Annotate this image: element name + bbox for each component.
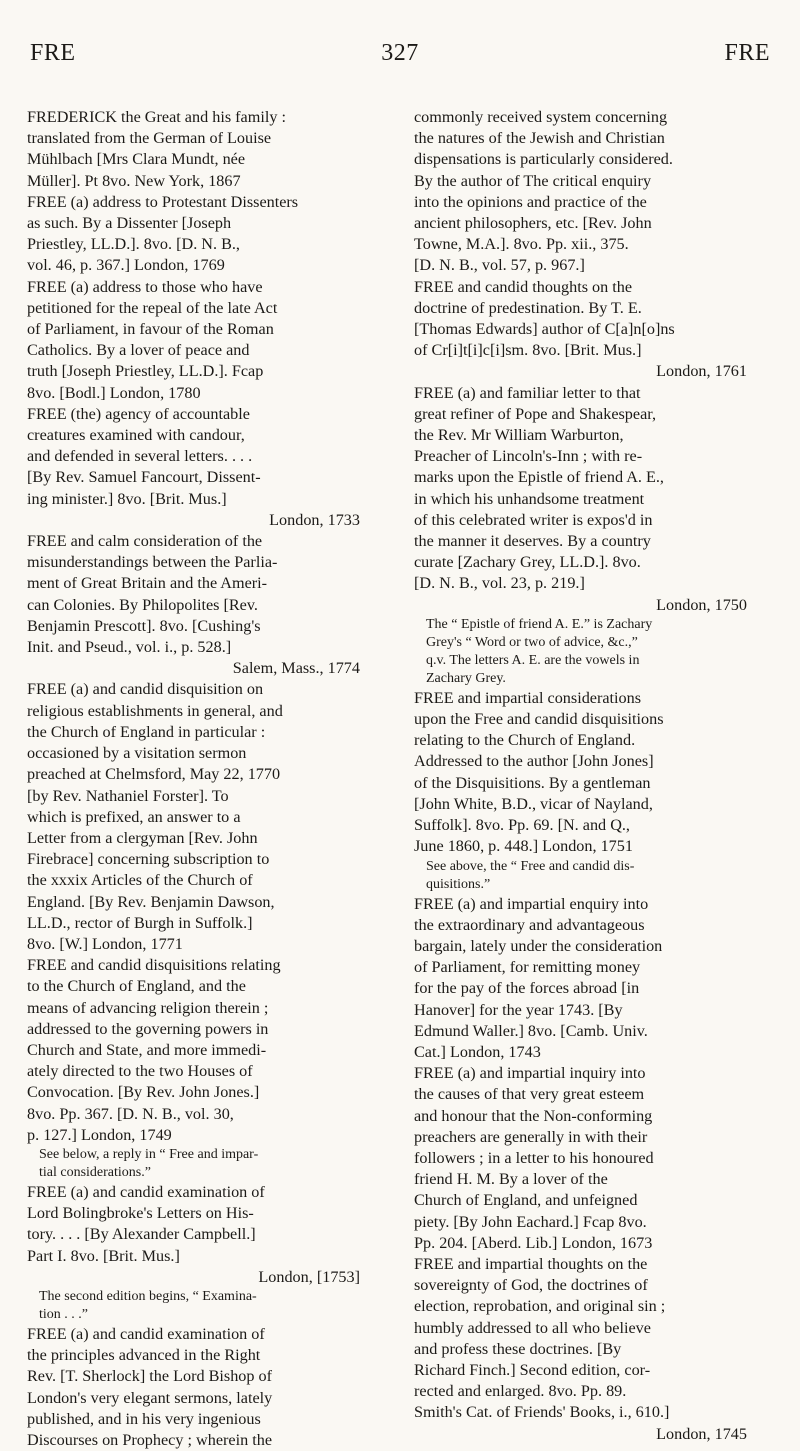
text-line: Catholics. By a lover of peace and [27, 341, 250, 360]
text-line: Addressed to the author [John Jones] [414, 752, 654, 771]
text-line: Richard Finch.] Second edition, cor- [414, 1360, 651, 1379]
text-line: tion . . .” [39, 1306, 88, 1322]
text-line: Priestley, LL.D.]. 8vo. [D. N. B., [27, 235, 240, 254]
text-line: FREE (a) and impartial enquiry into [414, 894, 649, 913]
text-line: the Rev. Mr William Warburton, [414, 426, 624, 445]
text-line: as such. By a Dissenter [Joseph [27, 214, 232, 233]
text-line: marks upon the Epistle of friend A. E., [414, 468, 664, 487]
text-line: can Colonies. By Philopolites [Rev. [27, 595, 258, 614]
text-line: of Parliament, for remitting money [414, 958, 641, 977]
text-line: the manner it deserves. By a country [414, 532, 651, 551]
text-line: Cat.] London, 1743 [414, 1042, 541, 1061]
text-line: Convocation. [By Rev. John Jones.] [27, 1083, 260, 1102]
text-line: London, 1745 [656, 1424, 747, 1443]
text-line: relating to the Church of England. [414, 731, 636, 750]
bibliographic-entry [414, 107, 747, 277]
text-line: Müller]. Pt 8vo. New York, 1867 [27, 171, 241, 190]
text-line: Smith's Cat. of Friends' Books, i., 610.] [414, 1403, 670, 1422]
text-line: London, [1753] [258, 1267, 360, 1286]
text-line: FREE (the) agency of accountable [27, 404, 250, 423]
text-line: Edmund Waller.] 8vo. [Camb. Univ. [414, 1021, 648, 1040]
text-line: Zachary Grey. [426, 670, 506, 686]
text-line: into the opinions and practice of the [414, 192, 647, 211]
text-line: of the Disquisitions. By a gentleman [414, 773, 651, 792]
header-left: FRE [30, 40, 76, 66]
bibliographic-entry [414, 277, 747, 383]
text-line: FREE (a) address to Protestant Dissenters [27, 192, 299, 211]
text-line: FREE (a) address to those who have [27, 277, 263, 296]
text-line: in which his unhandsome treatment [414, 489, 645, 508]
bibliographic-entry [27, 277, 360, 404]
text-line: great refiner of Pope and Shakespear, [414, 404, 657, 423]
text-line: Pp. 204. [Aberd. Lib.] London, 1673 [414, 1233, 653, 1252]
text-line: FREE (a) and familiar letter to that [414, 383, 641, 402]
text-line: followers ; in a letter to his honoured [414, 1148, 654, 1167]
text-line: published, and in his very ingenious [27, 1409, 261, 1428]
bibliographic-entry [27, 192, 360, 277]
text-line: Church of England, and unfeigned [414, 1191, 638, 1210]
bibliographic-entry [27, 1182, 360, 1288]
text-line: London, 1761 [656, 362, 747, 381]
text-line: See above, the “ Free and candid dis- [426, 858, 635, 874]
text-line: See below, a reply in “ Free and impar- [39, 1146, 259, 1162]
text-line: FREE and impartial considerations [414, 688, 642, 707]
page-number: 327 [381, 40, 419, 66]
text-line: The second edition begins, “ Examina- [39, 1288, 257, 1304]
text-line: Grey's “ Word or two of advice, &c.,” [426, 634, 638, 650]
text-line: vol. 46, p. 367.] London, 1769 [27, 256, 225, 275]
text-line: London, 1733 [269, 510, 360, 529]
running-header [30, 40, 770, 80]
text-line: of Cr[i]t[i]c[i]sm. 8vo. [Brit. Mus.] [414, 341, 642, 360]
text-line: 8vo. Pp. 367. [D. N. B., vol. 30, [27, 1104, 234, 1123]
text-line: England. [By Rev. Benjamin Dawson, [27, 892, 275, 911]
bibliographic-note [414, 616, 747, 688]
text-line: and profess these doctrines. [By [414, 1339, 622, 1358]
text-line: ing minister.] 8vo. [Brit. Mus.] [27, 489, 227, 508]
text-line: preachers are generally in with their [414, 1127, 648, 1146]
text-line: Salem, Mass., 1774 [232, 659, 360, 678]
text-line: the principles advanced in the Right [27, 1346, 261, 1365]
text-line: Part I. 8vo. [Brit. Mus.] [27, 1246, 180, 1265]
text-line: [by Rev. Nathaniel Forster]. To [27, 786, 229, 805]
text-line: FREDERICK the Great and his family : [27, 108, 286, 126]
text-line: Mühlbach [Mrs Clara Mundt, née [27, 150, 246, 169]
bibliographic-entry [414, 383, 747, 616]
text-line: [D. N. B., vol. 57, p. 967.] [414, 256, 585, 275]
text-line: FREE (a) and candid examination of [27, 1324, 265, 1343]
text-line: preached at Chelmsford, May 22, 1770 [27, 765, 281, 784]
text-line: occasioned by a visitation sermon [27, 744, 247, 763]
text-line: bargain, lately under the consideration [414, 936, 663, 955]
text-line: dispensations is particularly considered. [414, 150, 673, 169]
text-line: Firebrace] concerning subscription to [27, 850, 270, 869]
bibliographic-entry [27, 107, 360, 192]
text-line: Init. and Pseud., vol. i., p. 528.] [27, 638, 232, 657]
text-line: quisitions.” [426, 876, 491, 892]
text-line: Letter from a clergyman [Rev. John [27, 828, 258, 847]
text-line: the natures of the Jewish and Christian [414, 129, 665, 148]
left-column [27, 107, 360, 1451]
text-line: Suffolk]. 8vo. Pp. 69. [N. and Q., [414, 816, 630, 835]
text-line: ment of Great Britain and the Ameri- [27, 574, 268, 593]
text-line: Rev. [T. Sherlock] the Lord Bishop of [27, 1367, 273, 1386]
bibliographic-entry [414, 1063, 747, 1254]
text-line: By the author of The critical enquiry [414, 171, 652, 190]
text-line: ately directed to the two Houses of [27, 1062, 253, 1081]
text-line: and defended in several letters. . . . [27, 447, 253, 466]
text-line: 8vo. [Bodl.] London, 1780 [27, 383, 201, 402]
text-line: to the Church of England, and the [27, 977, 246, 996]
text-line: Preacher of Lincoln's-Inn ; with re- [414, 447, 643, 466]
text-line: Lord Bolingbroke's Letters on His- [27, 1204, 254, 1223]
header-right: FRE [724, 40, 770, 66]
text-line: London, 1750 [656, 595, 747, 614]
text-line: election, reprobation, and original sin ; [414, 1297, 666, 1316]
text-line: [D. N. B., vol. 23, p. 219.] [414, 574, 585, 593]
text-line: of this celebrated writer is expos'd in [414, 510, 653, 529]
text-line: for the pay of the forces abroad [in [414, 979, 640, 998]
text-line: [By Rev. Samuel Fancourt, Dissent- [27, 468, 261, 487]
text-line: upon the Free and candid disquisitions [414, 710, 664, 729]
bibliographic-note [27, 1146, 360, 1182]
text-line: FREE (a) and candid disquisition on [27, 680, 264, 699]
bibliographic-entry [414, 688, 747, 858]
text-line: Church and State, and more immedi- [27, 1040, 267, 1059]
text-line: FREE (a) and impartial inquiry into [414, 1064, 646, 1083]
text-line: commonly received system concerning [414, 108, 668, 126]
text-line: and honour that the Non-conforming [414, 1106, 653, 1125]
text-line: Towne, M.A.]. 8vo. Pp. xii., 375. [414, 235, 629, 254]
text-line: FREE and calm consideration of the [27, 532, 263, 551]
text-line: The “ Epistle of friend A. E.” is Zachary [426, 616, 653, 632]
bibliographic-entry [27, 955, 360, 1146]
bibliographic-entry [414, 1254, 747, 1445]
text-line: tial considerations.” [39, 1164, 151, 1180]
text-line: FREE and candid thoughts on the [414, 277, 633, 296]
text-line: LL.D., rector of Burgh in Suffolk.] [27, 913, 253, 932]
bibliographic-entry [27, 404, 360, 531]
text-line: FREE (a) and candid examination of [27, 1182, 265, 1201]
bibliographic-entry [414, 894, 747, 1064]
text-line: humbly addressed to all who believe [414, 1318, 651, 1337]
text-line: doctrine of predestination. By T. E. [414, 298, 642, 317]
text-line: FREE and impartial thoughts on the [414, 1254, 648, 1273]
text-line: Benjamin Prescott]. 8vo. [Cushing's [27, 616, 261, 635]
text-line: of Parliament, in favour of the Roman [27, 320, 274, 339]
text-line: sovereignty of God, the doctrines of [414, 1276, 648, 1295]
text-line: q.v. The letters A. E. are the vowels in [426, 652, 640, 668]
text-line: the xxxix Articles of the Church of [27, 871, 253, 890]
text-line: Discourses on Prophecy ; wherein the [27, 1430, 273, 1449]
text-line: the causes of that very great esteem [414, 1085, 645, 1104]
text-line: piety. [By John Eachard.] Fcap 8vo. [414, 1212, 647, 1231]
bibliographic-note [414, 858, 747, 894]
text-line: curate [Zachary Grey, LL.D.]. 8vo. [414, 553, 641, 572]
text-line: tory. . . . [By Alexander Campbell.] [27, 1225, 256, 1244]
text-line: the extraordinary and advantageous [414, 915, 645, 934]
text-line: friend H. M. By a lover of the [414, 1170, 608, 1189]
text-line: p. 127.] London, 1749 [27, 1125, 172, 1144]
bibliographic-entry [27, 1324, 360, 1451]
text-line: creatures examined with candour, [27, 426, 245, 445]
text-line: truth [Joseph Priestley, LL.D.]. Fcap [27, 362, 264, 381]
text-line: the Church of England in particular : [27, 722, 266, 741]
text-line: [Thomas Edwards] author of C[a]n[o]ns [414, 320, 675, 339]
text-line: June 1860, p. 448.] London, 1751 [414, 837, 633, 856]
text-line: petitioned for the repeal of the late Act [27, 298, 278, 317]
text-line: means of advancing religion therein ; [27, 998, 269, 1017]
text-line: Hanover] for the year 1743. [By [414, 1000, 623, 1019]
text-line: which is prefixed, an answer to a [27, 807, 241, 826]
right-column [414, 107, 747, 1445]
text-line: misunderstandings between the Parlia- [27, 553, 278, 572]
text-line: 8vo. [W.] London, 1771 [27, 934, 183, 953]
text-line: addressed to the governing powers in [27, 1019, 269, 1038]
bibliographic-entry [27, 531, 360, 679]
text-line: religious establishments in general, and [27, 701, 283, 720]
text-line: FREE and candid disquisitions relating [27, 956, 281, 975]
text-line: rected and enlarged. 8vo. Pp. 89. [414, 1382, 627, 1401]
text-line: London's very elegant sermons, lately [27, 1388, 273, 1407]
text-line: ancient philosophers, etc. [Rev. John [414, 214, 652, 233]
bibliographic-note [27, 1288, 360, 1324]
text-line: translated from the German of Louise [27, 129, 272, 148]
bibliographic-entry [27, 679, 360, 955]
text-line: [John White, B.D., vicar of Nayland, [414, 794, 653, 813]
